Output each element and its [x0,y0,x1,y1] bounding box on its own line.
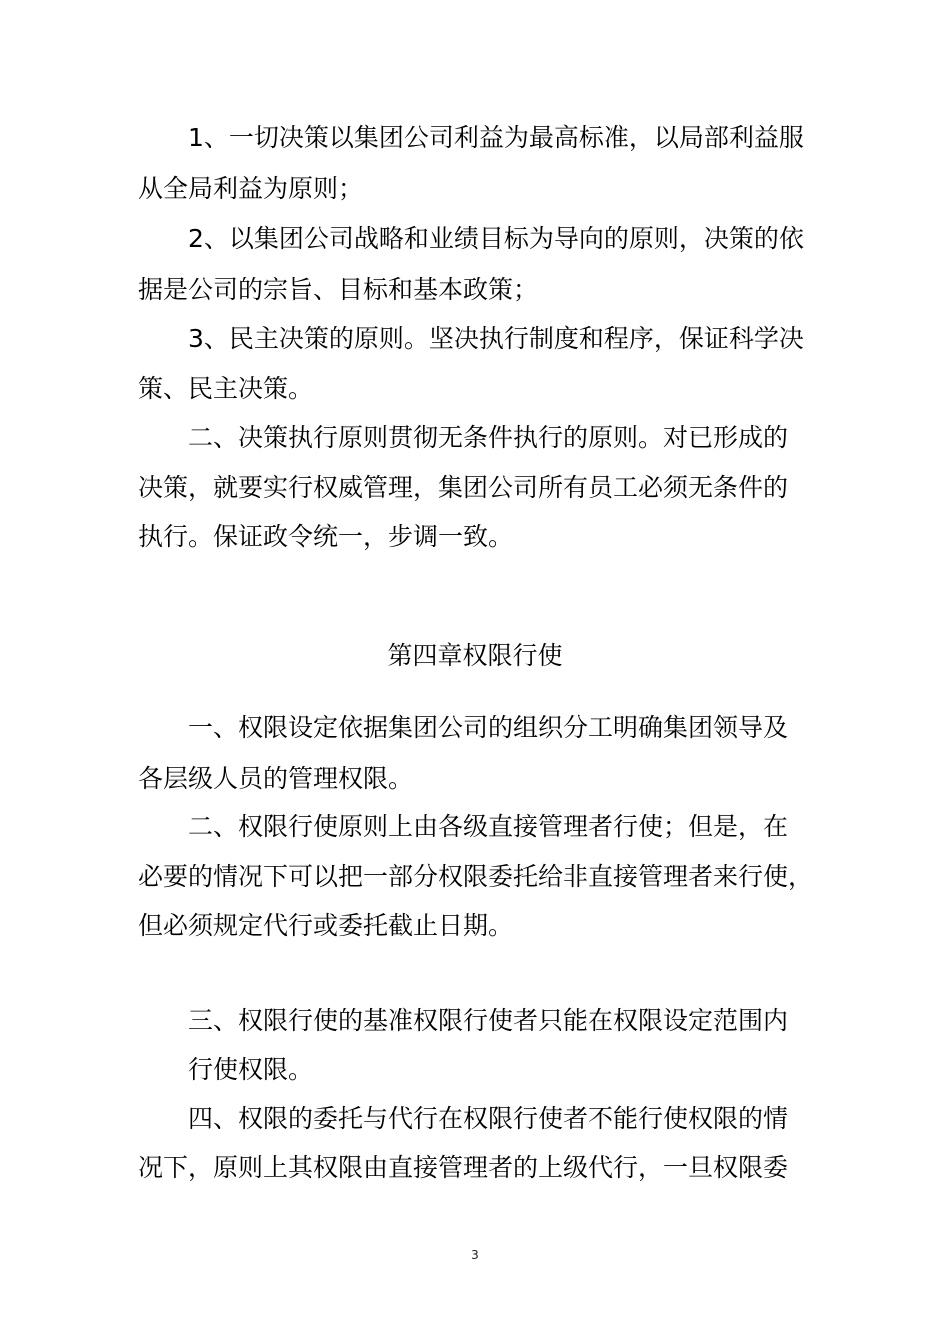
paragraph-line: 1、一切决策以集团公司利益为最高标准，以局部利益服 [188,123,804,152]
paragraph-line: 二、决策执行原则贯彻无条件执行的原则。对已形成的 [188,423,789,452]
paragraph-line: 从全局利益为原则； [138,174,364,203]
paragraph-line: 三、权限行使的基准权限行使者只能在权限设定范围内 [188,1006,789,1035]
page-number: 3 [471,1248,479,1262]
paragraph-line: 行使权限。 [188,1055,314,1084]
paragraph-line: 据是公司的宗旨、目标和基本政策； [138,275,539,304]
paragraph-line: 各层级人员的管理权限。 [138,764,414,793]
paragraph-line: 执行。保证政令统一，步调一致。 [138,522,514,551]
paragraph-line: 决策，就要实行权威管理，集团公司所有员工必须无条件的 [138,473,789,502]
chapter-title: 第四章权限行使 [387,641,563,670]
paragraph-line: 策、民主决策。 [138,374,314,403]
paragraph-line: 但必须规定代行或委托截止日期。 [138,911,514,940]
paragraph-line: 2、以集团公司战略和业绩目标为导向的原则，决策的依 [188,224,804,253]
paragraph-line: 况下，原则上其权限由直接管理者的上级代行，一旦权限委 [138,1153,789,1182]
paragraph-line: 一、权限设定依据集团公司的组织分工明确集团领导及 [188,713,789,742]
paragraph-line: 四、权限的委托与代行在权限行使者不能行使权限的情 [188,1104,789,1133]
paragraph-line: 二、权限行使原则上由各级直接管理者行使；但是，在 [188,812,789,841]
paragraph-line: 必要的情况下可以把一部分权限委托给非直接管理者来行使， [138,862,814,891]
paragraph-line: 3、民主决策的原则。坚决执行制度和程序，保证科学决 [188,324,804,353]
